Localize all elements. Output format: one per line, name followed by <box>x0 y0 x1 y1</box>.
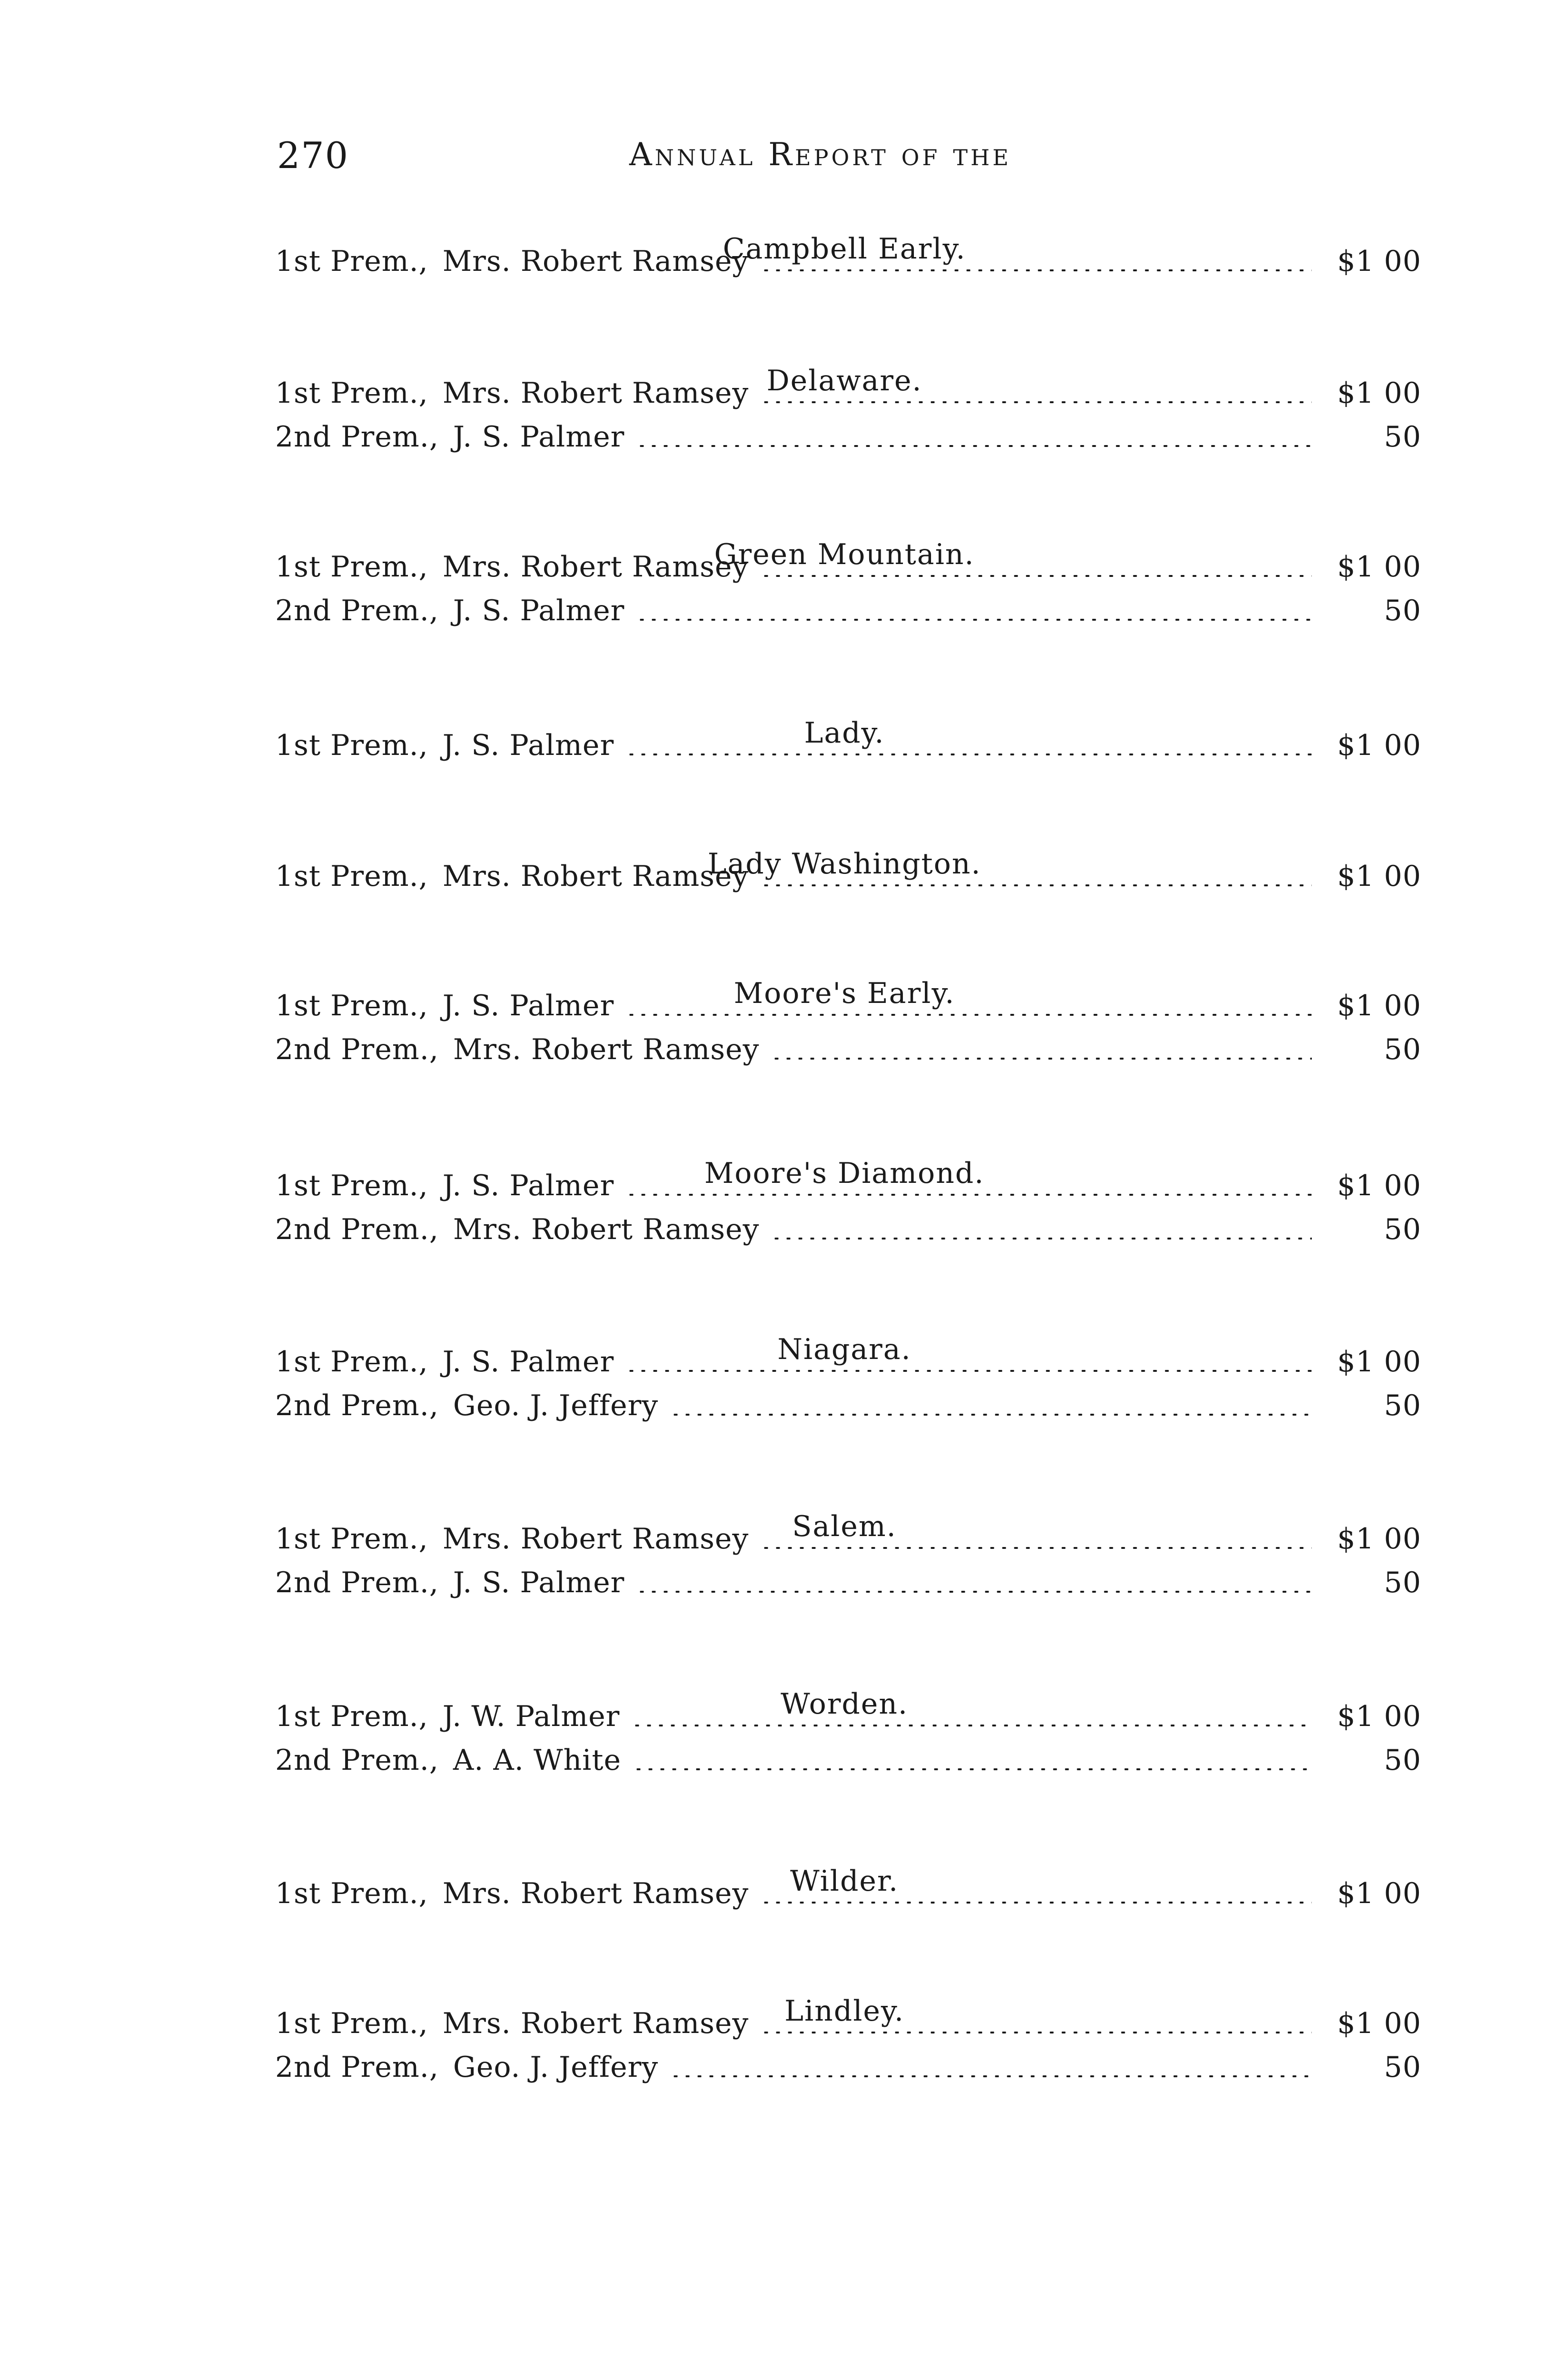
section-title: Lady. <box>804 716 885 750</box>
dot-leader <box>760 1547 1312 1549</box>
dot-leader <box>636 1591 1312 1593</box>
premium-amount: 50 <box>1384 1389 1421 1422</box>
dot-leader <box>760 401 1312 403</box>
exhibitor-name: J. S. Palmer <box>453 1566 625 1599</box>
premium-amount: $1 00 <box>1337 245 1421 278</box>
premium-entry <box>275 1512 1421 1556</box>
premium-amount: 50 <box>1384 1033 1421 1066</box>
exhibitor-name: Mrs. Robert Ramsey <box>442 1877 749 1910</box>
exhibitor-name: J. S. Palmer <box>442 989 614 1022</box>
premium-entry <box>275 1556 1421 1599</box>
section-title: Salem. <box>792 1510 897 1543</box>
premium-place: 1st Prem., <box>275 1877 428 1910</box>
dot-leader <box>633 1768 1312 1770</box>
dot-leader <box>636 445 1312 447</box>
premium-entry <box>275 718 1421 762</box>
exhibitor-name: A. A. White <box>453 1744 621 1777</box>
premium-entry <box>275 849 1421 893</box>
premium-amount: $1 00 <box>1337 729 1421 762</box>
premium-place: 1st Prem., <box>275 1169 428 1202</box>
premium-entry <box>275 1996 1421 2040</box>
premium-place: 1st Prem., <box>275 989 428 1022</box>
premium-place: 1st Prem., <box>275 377 428 410</box>
exhibitor-name: Geo. J. Jeffery <box>453 1389 659 1422</box>
dot-leader <box>760 269 1312 271</box>
exhibitor-name: Mrs. Robert Ramsey <box>442 1522 749 1556</box>
premium-entry <box>275 1378 1421 1422</box>
dot-leader <box>760 1902 1312 1904</box>
section-title: Niagara. <box>777 1333 912 1366</box>
running-head: Annual Report of the <box>629 136 1011 173</box>
exhibitor-name: Mrs. Robert Ramsey <box>453 1213 760 1246</box>
premium-place: 2nd Prem., <box>275 1566 439 1599</box>
exhibitor-name: J. S. Palmer <box>453 594 625 627</box>
premium-place: 1st Prem., <box>275 1345 428 1378</box>
exhibitor-name: Mrs. Robert Ramsey <box>442 245 749 278</box>
dot-leader <box>625 1370 1312 1372</box>
premium-amount: $1 00 <box>1337 1877 1421 1910</box>
dot-leader <box>631 1725 1312 1726</box>
premium-entry <box>275 540 1421 584</box>
dot-leader <box>625 1194 1312 1196</box>
exhibitor-name: Mrs. Robert Ramsey <box>442 2007 749 2040</box>
exhibitor-name: J. W. Palmer <box>442 1700 620 1733</box>
section-title: Lindley. <box>784 1994 904 2028</box>
section-title: Worden. <box>780 1687 909 1721</box>
premium-entry <box>275 366 1421 410</box>
dot-leader <box>760 2032 1312 2033</box>
premium-place: 1st Prem., <box>275 1700 428 1733</box>
exhibitor-name: Mrs. Robert Ramsey <box>442 550 749 584</box>
premium-amount: $1 00 <box>1337 2007 1421 2040</box>
premium-amount: 50 <box>1384 1213 1421 1246</box>
premium-place: 1st Prem., <box>275 245 428 278</box>
premium-place: 1st Prem., <box>275 860 428 893</box>
premium-amount: 50 <box>1384 594 1421 627</box>
premium-place: 1st Prem., <box>275 1522 428 1556</box>
dot-leader <box>760 884 1312 886</box>
premium-entry <box>275 410 1421 454</box>
premium-amount: 50 <box>1384 2051 1421 2084</box>
premium-amount: 50 <box>1384 420 1421 454</box>
premium-place: 1st Prem., <box>275 550 428 584</box>
premium-amount: $1 00 <box>1337 1345 1421 1378</box>
premium-amount: $1 00 <box>1337 1700 1421 1733</box>
premium-entry <box>275 234 1421 278</box>
section-title: Moore's Early. <box>733 977 955 1010</box>
page-number: 270 <box>277 134 349 177</box>
premium-entry <box>275 1159 1421 1202</box>
premium-place: 2nd Prem., <box>275 1213 439 1246</box>
premium-entry <box>275 1022 1421 1066</box>
section-title: Lady Washington. <box>707 847 981 881</box>
dot-leader <box>670 2075 1312 2077</box>
premium-place: 2nd Prem., <box>275 2051 439 2084</box>
exhibitor-name: J. S. Palmer <box>442 729 614 762</box>
premium-place: 1st Prem., <box>275 2007 428 2040</box>
premium-amount: $1 00 <box>1337 550 1421 584</box>
exhibitor-name: J. S. Palmer <box>442 1345 614 1378</box>
premium-place: 2nd Prem., <box>275 594 439 627</box>
dot-leader <box>670 1414 1312 1416</box>
premium-place: 2nd Prem., <box>275 1033 439 1066</box>
premium-place: 2nd Prem., <box>275 1389 439 1422</box>
premium-amount: $1 00 <box>1337 377 1421 410</box>
dot-leader <box>771 1058 1312 1060</box>
dot-leader <box>625 1014 1312 1016</box>
exhibitor-name: Geo. J. Jeffery <box>453 2051 659 2084</box>
section-title: Delaware. <box>766 364 922 397</box>
premium-entry <box>275 1335 1421 1378</box>
section-title: Green Mountain. <box>714 538 975 571</box>
premium-entry <box>275 2040 1421 2084</box>
exhibitor-name: J. S. Palmer <box>453 420 625 454</box>
premium-amount: $1 00 <box>1337 1169 1421 1202</box>
premium-amount: $1 00 <box>1337 860 1421 893</box>
dot-leader <box>625 754 1312 755</box>
premium-entry <box>275 979 1421 1022</box>
dot-leader <box>771 1238 1312 1240</box>
exhibitor-name: Mrs. Robert Ramsey <box>453 1033 760 1066</box>
premium-entry <box>275 1689 1421 1733</box>
premium-amount: 50 <box>1384 1566 1421 1599</box>
premium-amount: $1 00 <box>1337 1522 1421 1556</box>
premium-place: 2nd Prem., <box>275 1744 439 1777</box>
exhibitor-name: Mrs. Robert Ramsey <box>442 377 749 410</box>
exhibitor-name: J. S. Palmer <box>442 1169 614 1202</box>
premium-entry <box>275 1866 1421 1910</box>
premium-place: 1st Prem., <box>275 729 428 762</box>
premium-place: 2nd Prem., <box>275 420 439 454</box>
dot-leader <box>636 619 1312 621</box>
premium-entry <box>275 1202 1421 1246</box>
premium-entry <box>275 584 1421 627</box>
premium-amount: 50 <box>1384 1744 1421 1777</box>
section-title: Campbell Early. <box>723 232 966 266</box>
section-title: Wilder. <box>790 1864 899 1898</box>
premium-entry <box>275 1733 1421 1777</box>
dot-leader <box>760 575 1312 577</box>
section-title: Moore's Diamond. <box>704 1157 985 1190</box>
exhibitor-name: Mrs. Robert Ramsey <box>442 860 749 893</box>
premium-amount: $1 00 <box>1337 989 1421 1022</box>
